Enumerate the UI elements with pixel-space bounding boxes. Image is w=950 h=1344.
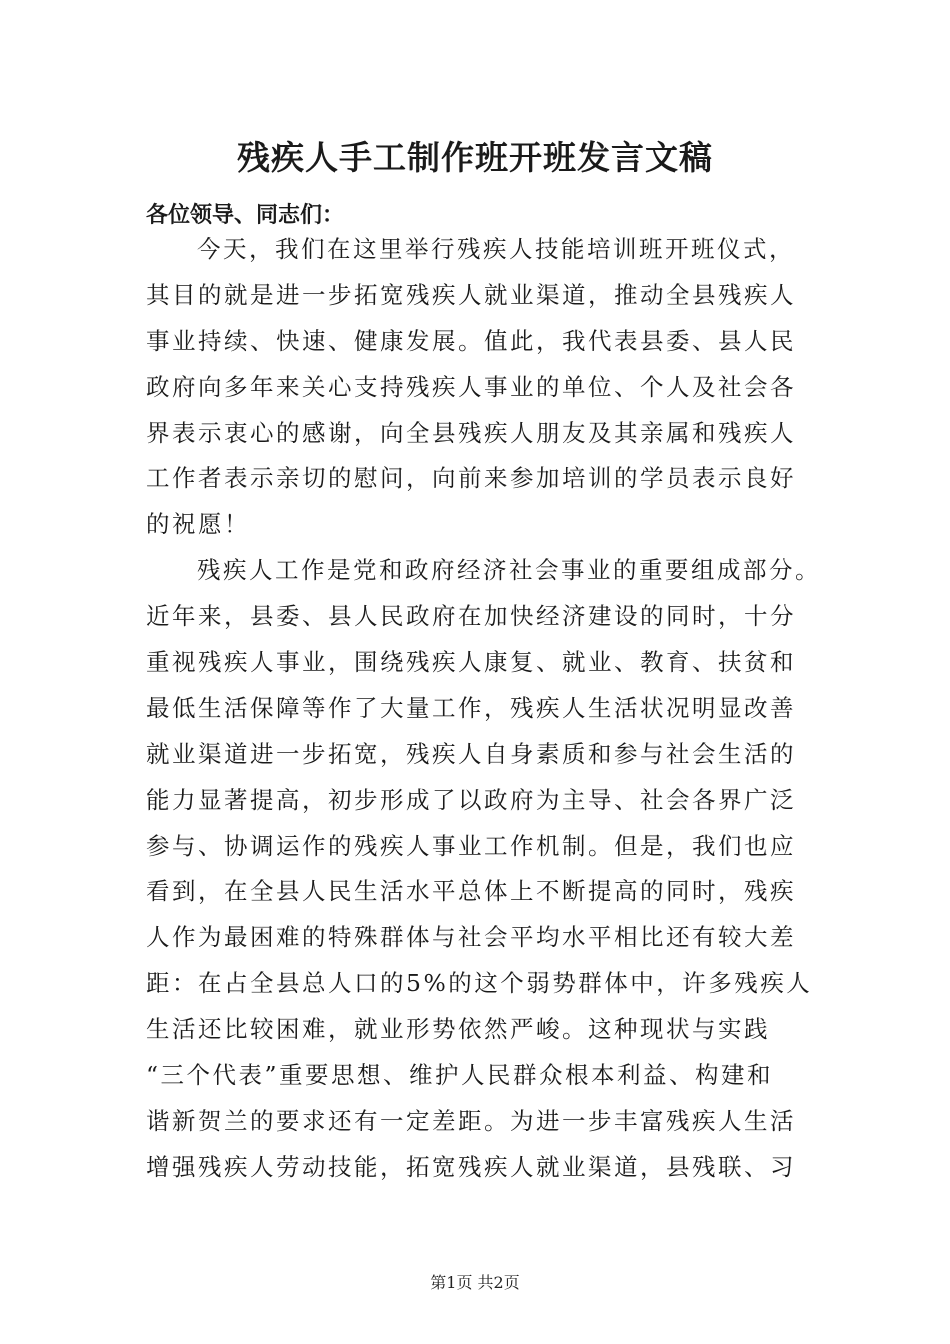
body-line: 残疾人工作是党和政府经济社会事业的重要组成部分。 bbox=[197, 556, 821, 585]
body-line: 的祝愿！ bbox=[146, 510, 250, 539]
document-body bbox=[146, 227, 821, 1191]
body-line: 生活还比较困难，就业形势依然严峻。这种现状与实践 bbox=[146, 1015, 770, 1044]
body-line: 政府向多年来关心支持残疾人事业的单位、个人及社会各 bbox=[146, 372, 796, 401]
body-line: 今天，我们在这里举行残疾人技能培训班开班仪式， bbox=[197, 235, 795, 263]
body-line: 看到，在全县人民生活水平总体上不断提高的同时，残疾 bbox=[146, 877, 796, 906]
body-line: 重视残疾人事业，围绕残疾人康复、就业、教育、扶贫和 bbox=[146, 648, 796, 677]
body-line: 谐新贺兰的要求还有一定差距。为进一步丰富残疾人生活 bbox=[146, 1106, 796, 1135]
body-line: 能力显著提高，初步形成了以政府为主导、社会各界广泛 bbox=[146, 785, 796, 814]
body-line: “三个代表”重要思想、维护人民群众根本利益、构建和 bbox=[146, 1061, 774, 1090]
body-line: 事业持续、快速、健康发展。值此，我代表县委、县人民 bbox=[146, 326, 796, 355]
body-line: 近年来，县委、县人民政府在加快经济建设的同时，十分 bbox=[146, 602, 796, 631]
document-title: 残疾人手工制作班开班发言文稿 bbox=[237, 138, 713, 177]
body-line: 参与、协调运作的残疾人事业工作机制。但是，我们也应 bbox=[146, 831, 796, 860]
body-line: 就业渠道进一步拓宽，残疾人自身素质和参与社会生活的 bbox=[146, 739, 796, 768]
body-line: 距：在占全县总人口的5%的这个弱势群体中，许多残疾人 bbox=[146, 969, 813, 998]
page-footer: 第1页 共2页 bbox=[430, 1273, 520, 1292]
body-line: 最低生活保障等作了大量工作，残疾人生活状况明显改善 bbox=[146, 693, 796, 722]
body-line: 增强残疾人劳动技能，拓宽残疾人就业渠道，县残联、习 bbox=[146, 1152, 796, 1181]
body-line: 人作为最困难的特殊群体与社会平均水平相比还有较大差 bbox=[146, 923, 796, 952]
salutation: 各位领导、同志们： bbox=[146, 202, 345, 228]
body-line: 其目的就是进一步拓宽残疾人就业渠道，推动全县残疾人 bbox=[146, 280, 796, 309]
body-line: 工作者表示亲切的慰问，向前来参加培训的学员表示良好 bbox=[146, 464, 796, 493]
body-line: 界表示衷心的感谢，向全县残疾人朋友及其亲属和残疾人 bbox=[146, 418, 796, 447]
